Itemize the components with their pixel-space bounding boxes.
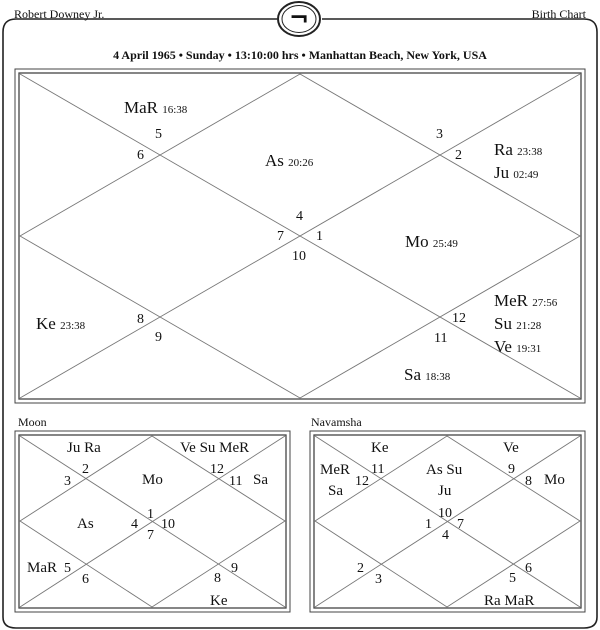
nav-planets-h8: Mo (544, 472, 565, 488)
house-number: 7 (457, 517, 464, 532)
house-number: 4 (296, 209, 303, 224)
birth-details: 4 April 1965 • Sunday • 13:10:00 hrs • Manhattan Beach, New York, USA (113, 48, 487, 62)
nav-planets-h12-a: MeR (320, 462, 350, 478)
moon-planets-h1: Mo (142, 472, 163, 488)
house-number: 5 (64, 561, 71, 576)
planet-ketu: Ke 23:38 (36, 314, 86, 333)
house-number: 3 (436, 127, 443, 142)
planet-mars: MaR 16:38 (124, 98, 188, 117)
nav-planets-h11: Ke (371, 440, 389, 456)
house-number: 2 (455, 148, 462, 163)
moon-planets-h2: Ju Ra (67, 440, 101, 456)
person-name: Robert Downey Jr. (14, 7, 105, 21)
nav-planets-h10-a: As Su (426, 462, 463, 478)
house-number: 1 (425, 517, 432, 532)
nav-planets-h12-b: Sa (328, 483, 343, 499)
house-number: 6 (82, 572, 89, 587)
nav-planets-h5: Ra MaR (484, 593, 535, 609)
house-number: 1 (316, 229, 323, 244)
house-number: 12 (355, 474, 369, 489)
house-number: 7 (277, 229, 284, 244)
house-number: 6 (525, 561, 532, 576)
house-number: 12 (210, 462, 224, 477)
logo-glyph: ¬ (289, 4, 310, 32)
house-number: 9 (231, 561, 238, 576)
house-number: 6 (137, 148, 144, 163)
moon-planets-h12: Ve Su MeR (180, 440, 250, 456)
house-number: 11 (371, 462, 385, 477)
house-number: 8 (525, 474, 532, 489)
house-number: 8 (214, 571, 221, 586)
planet-mercury: MeR 27:56 (494, 291, 558, 310)
navamsha-chart-title: Navamsha (311, 415, 362, 429)
house-number: 4 (131, 517, 138, 532)
house-number: 3 (375, 572, 382, 587)
house-number: 11 (229, 474, 243, 489)
chart-type-label: Birth Chart (531, 7, 586, 21)
planet-rahu: Ra 23:38 (494, 140, 543, 159)
house-number: 4 (442, 528, 449, 543)
planet-moon: Mo 25:49 (405, 232, 458, 251)
house-number: 8 (137, 312, 144, 327)
moon-planets-h4: As (77, 516, 94, 532)
planet-ascendant: As 20:26 (265, 151, 314, 170)
moon-planets-h11: Sa (253, 472, 268, 488)
moon-planets-h5: MaR (27, 560, 57, 576)
house-number: 10 (161, 517, 175, 532)
house-number: 5 (155, 127, 162, 142)
house-number: 2 (82, 462, 89, 477)
house-number: 12 (452, 311, 466, 326)
house-number: 9 (155, 330, 162, 345)
house-number: 10 (438, 506, 452, 521)
house-number: 2 (357, 561, 364, 576)
house-number: 3 (64, 474, 71, 489)
nav-planets-h10-b: Ju (438, 483, 452, 499)
planet-jupiter: Ju 02:49 (494, 163, 539, 182)
house-number: 10 (292, 249, 306, 264)
house-number: 1 (147, 507, 154, 522)
house-number: 9 (508, 462, 515, 477)
planet-sun: Su 21:28 (494, 314, 542, 333)
nav-planets-h9: Ve (503, 440, 519, 456)
planet-saturn: Sa 18:38 (404, 365, 451, 384)
moon-chart-title: Moon (18, 415, 47, 429)
house-number: 5 (509, 571, 516, 586)
house-number: 11 (434, 331, 448, 346)
planet-venus: Ve 19:31 (494, 337, 542, 356)
moon-planets-h8: Ke (210, 593, 228, 609)
house-number: 7 (147, 528, 154, 543)
